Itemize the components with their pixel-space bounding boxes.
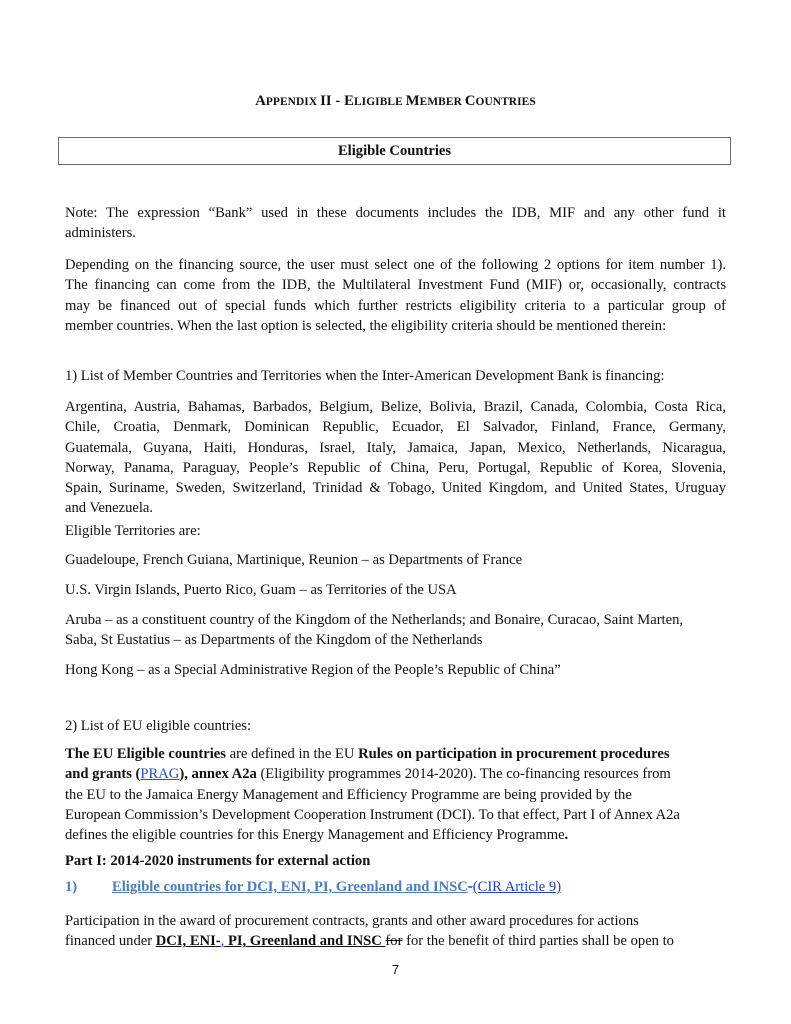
text: (Eligibility programmes 2014-2020). The co-financing resources from	[256, 766, 671, 783]
deleted-text: -	[215, 933, 221, 950]
section2-heading: 2) List of EU eligible countries:	[65, 718, 252, 734]
eligible-countries-subheading	[65, 879, 561, 896]
title-part: A	[255, 93, 266, 109]
text-line: the EU to the Jamaica Energy Management and Efficiency Programme are being provided by the	[65, 786, 632, 803]
text-line	[65, 931, 726, 951]
page-title	[0, 93, 791, 110]
cir-article-9-link[interactable]: (CIR Article 9)	[472, 879, 562, 895]
eu-eligibility-paragraph	[65, 744, 726, 845]
text: are defined in the EU	[225, 746, 359, 762]
title-part: M	[405, 93, 420, 109]
text-line	[65, 825, 726, 845]
text-line: The financing can come from the IDB, the Multilateral Investment Fund (MIF) or, occasionally, contracts	[65, 277, 726, 294]
eligible-countries-heading-link[interactable]: Eligible countries for DCI, ENI, PI, Greenland and INSC	[112, 879, 468, 895]
bold-text: Rules on participation in procurement procedures	[358, 746, 670, 762]
bold-text: .	[564, 827, 569, 844]
text-line: Participation in the award of procurement contracts, grants and other award procedures for actions	[65, 913, 639, 929]
title-part: PPENDIX	[265, 96, 321, 108]
title-part: C	[464, 93, 476, 109]
text-line: Argentina, Austria, Bahamas, Barbados, Belgium, Belize, Bolivia, Brazil, Canada, Colombia, Costa Rica,	[65, 399, 726, 415]
text-line: Norway, Panama, Paraguay, People’s Republic of China, Peru, Portugal, Republic of Korea, Slovenia,	[65, 459, 726, 476]
member-countries-list	[65, 397, 726, 519]
text-line: Aruba – as a constituent country of the Kingdom of the Netherlands; and Bonaire, Curacao, Saint Marten,	[65, 612, 684, 628]
territory-item: Guadeloupe, French Guiana, Martinique, Reunion – as Departments of France	[65, 552, 523, 568]
financing-intro-paragraph	[65, 255, 726, 336]
territories-label: Eligible Territories are:	[65, 523, 201, 539]
text-line: Chile, Croatia, Denmark, Dominican Republic, Ecuador, El Salvador, Finland, France, Germany,	[65, 419, 726, 436]
title-part: LIGIBLE	[353, 96, 406, 108]
text-line	[65, 764, 726, 784]
text-line: and Venezuela.	[65, 500, 154, 517]
deleted-dash: -	[467, 879, 473, 895]
title-part: EMBER	[419, 96, 465, 108]
box-title: Eligible Countries	[337, 143, 452, 159]
part-i-heading: Part I: 2014-2020 instruments for external action	[65, 853, 371, 869]
title-part: II - E	[320, 93, 354, 109]
text-line: Guatemala, Guyana, Haiti, Honduras, Israel, Italy, Jamaica, Japan, Mexico, Netherlands, Nicaragua,	[65, 439, 726, 456]
bold-text: The EU Eligible countries	[65, 746, 226, 762]
text-line: member countries. When the last option is selected, the eligibility criteria should be mentioned therein:	[65, 317, 667, 334]
eligible-countries-box	[58, 137, 731, 165]
text-line: may be financed out of special funds which further restricts eligibility criteria to a particular group of	[65, 297, 726, 314]
title-part: OUNTRIES	[475, 96, 536, 108]
list-number: 1)	[65, 879, 78, 895]
inserted-text: ,	[220, 933, 225, 950]
text-line: Note: The expression “Bank” used in these documents includes the IDB, MIF and any other fund it	[65, 205, 726, 221]
bold-text: ), annex A2a	[179, 766, 257, 783]
note-paragraph	[65, 203, 726, 244]
text-line: Depending on the financing source, the user must select one of the following 2 options for item number 1).	[65, 257, 726, 273]
bold-underlined-text: DCI, ENI	[155, 933, 216, 950]
text-line: Saba, St Eustatius – as Departments of the Kingdom of the Netherlands	[65, 632, 483, 649]
text-line	[65, 744, 726, 764]
bold-underlined-text: PI, Greenland and INSC	[224, 933, 386, 950]
text: defines the eligible countries for this Energy Management and Efficiency Programme	[65, 827, 565, 844]
text: financed under	[65, 933, 156, 950]
territory-item: Hong Kong – as a Special Administrative Region of the People’s Republic of China”	[65, 662, 561, 678]
participation-paragraph	[65, 911, 726, 952]
section1-heading: 1) List of Member Countries and Territories when the Inter-American Development Bank is financing:	[65, 368, 665, 384]
prag-link[interactable]: PRAG	[140, 766, 180, 783]
territory-item: U.S. Virgin Islands, Puerto Rico, Guam – as Territories of the USA	[65, 582, 457, 598]
text-line: European Commission’s Development Cooperation Instrument (DCI). To that effect, Part I of Annex A2a	[65, 806, 680, 823]
page-number: 7	[391, 962, 400, 977]
territory-item	[65, 610, 726, 651]
text: for the benefit of third parties shall be open to	[402, 933, 674, 950]
text-line: administers.	[65, 225, 136, 242]
bold-text: and grants (	[65, 766, 141, 783]
struck-text: for	[385, 933, 403, 950]
text-line: Spain, Suriname, Sweden, Switzerland, Trinidad & Tobago, United Kingdom, and United States, Uruguay	[65, 480, 726, 497]
